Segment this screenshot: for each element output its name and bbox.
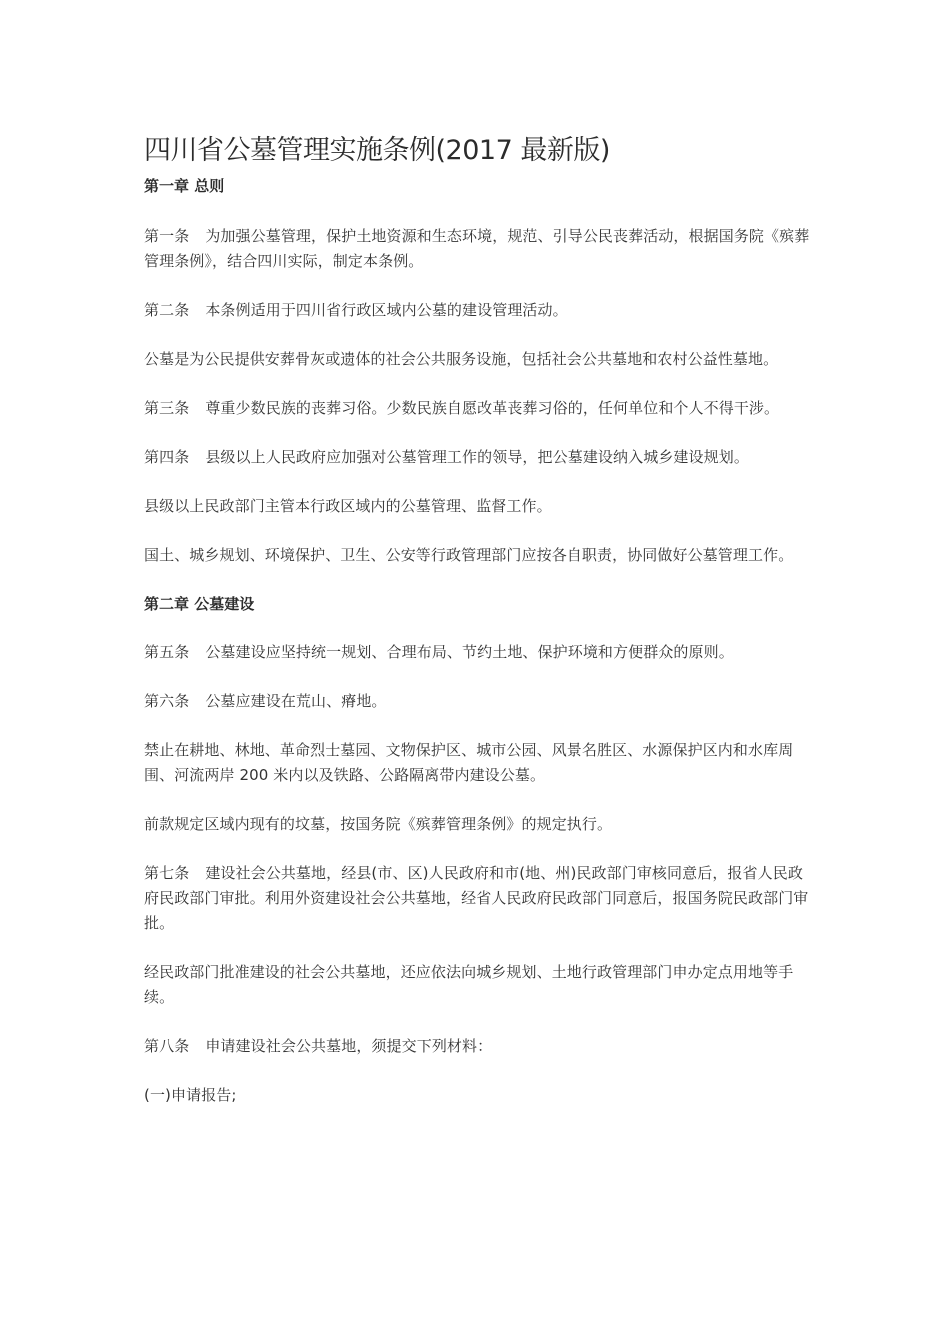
article-number: 第三条 [144, 399, 190, 417]
article-paragraph [144, 689, 810, 714]
article-text: 本条例适用于四川省行政区域内公墓的建设管理活动。 [205, 301, 568, 319]
article-number: 第八条 [144, 1037, 190, 1055]
article-paragraph [144, 640, 810, 665]
spacer [144, 198, 810, 224]
spacer [144, 788, 810, 812]
spacer [144, 665, 810, 689]
document-page [144, 128, 810, 1108]
article-number: 第六条 [144, 692, 190, 710]
article-text: 为加强公墓管理，保护土地资源和生态环境，规范、引导公民丧葬活动，根据国务院《殡葬管理条例》，结合四川实际，制定本条例。 [144, 227, 810, 270]
article-text: 前款规定区域内现有的坟墓，按国务院《殡葬管理条例》的规定执行。 [144, 815, 613, 833]
article-text: 公墓应建设在荒山、瘠地。 [205, 692, 387, 710]
article-text: 建设社会公共墓地，经县(市、区)人民政府和市(地、州)民政部门审核同意后，报省人民政府民政部门审批。利用外资建设社会公共墓地，经省人民政府民政部门同意后，报国务院民政部门审批。 [144, 864, 809, 932]
article-paragraph [144, 1083, 810, 1108]
spacer [144, 1010, 810, 1034]
spacer [144, 421, 810, 445]
spacer [144, 372, 810, 396]
article-paragraph [144, 861, 810, 936]
spacer [144, 470, 810, 494]
spacer [144, 936, 810, 960]
spacer [144, 274, 810, 298]
article-paragraph [144, 960, 810, 1010]
spacer [144, 568, 810, 592]
article-number: 第一条 [144, 227, 190, 245]
article-text: 禁止在耕地、林地、革命烈士墓园、文物保护区、城市公园、风景名胜区、水源保护区内和水库周围、河流两岸 200 米内以及铁路、公路隔离带内建设公墓。 [144, 741, 794, 784]
spacer [144, 519, 810, 543]
article-number: 第五条 [144, 643, 190, 661]
article-number: 第四条 [144, 448, 190, 466]
article-text: 公墓是为公民提供安葬骨灰或遗体的社会公共服务设施，包括社会公共墓地和农村公益性墓地。 [144, 350, 779, 368]
document-title: 四川省公墓管理实施条例(2017 最新版) [144, 135, 610, 166]
article-text: (一)申请报告; [144, 1086, 237, 1104]
spacer [144, 714, 810, 738]
chapter-heading: 第二章 公墓建设 [144, 595, 255, 613]
article-paragraph [144, 812, 810, 837]
article-text: 公墓建设应坚持统一规划、合理布局、节约土地、保护环境和方便群众的原则。 [205, 643, 734, 661]
article-number: 第七条 [144, 864, 190, 882]
article-paragraph [144, 738, 810, 788]
article-text: 尊重少数民族的丧葬习俗。少数民族自愿改革丧葬习俗的，任何单位和个人不得干涉。 [205, 399, 780, 417]
article-text: 经民政部门批准建设的社会公共墓地，还应依法向城乡规划、土地行政管理部门申办定点用地等手续。 [144, 963, 794, 1006]
article-paragraph [144, 543, 810, 568]
spacer [144, 616, 810, 640]
spacer [144, 1059, 810, 1083]
article-text: 国土、城乡规划、环境保护、卫生、公安等行政管理部门应按各自职责，协同做好公墓管理工作。 [144, 546, 794, 564]
spacer [144, 323, 810, 347]
article-paragraph [144, 224, 810, 274]
article-number: 第二条 [144, 301, 190, 319]
chapter-heading: 第一章 总则 [144, 177, 225, 195]
article-paragraph [144, 298, 810, 323]
article-paragraph [144, 347, 810, 372]
article-text: 申请建设社会公共墓地，须提交下列材料： [205, 1037, 493, 1055]
article-paragraph [144, 494, 810, 519]
article-paragraph [144, 445, 810, 470]
article-paragraph [144, 396, 810, 421]
spacer [144, 837, 810, 861]
article-paragraph [144, 1034, 810, 1059]
article-text: 县级以上人民政府应加强对公墓管理工作的领导，把公墓建设纳入城乡建设规划。 [205, 448, 749, 466]
article-text: 县级以上民政部门主管本行政区域内的公墓管理、监督工作。 [144, 497, 552, 515]
